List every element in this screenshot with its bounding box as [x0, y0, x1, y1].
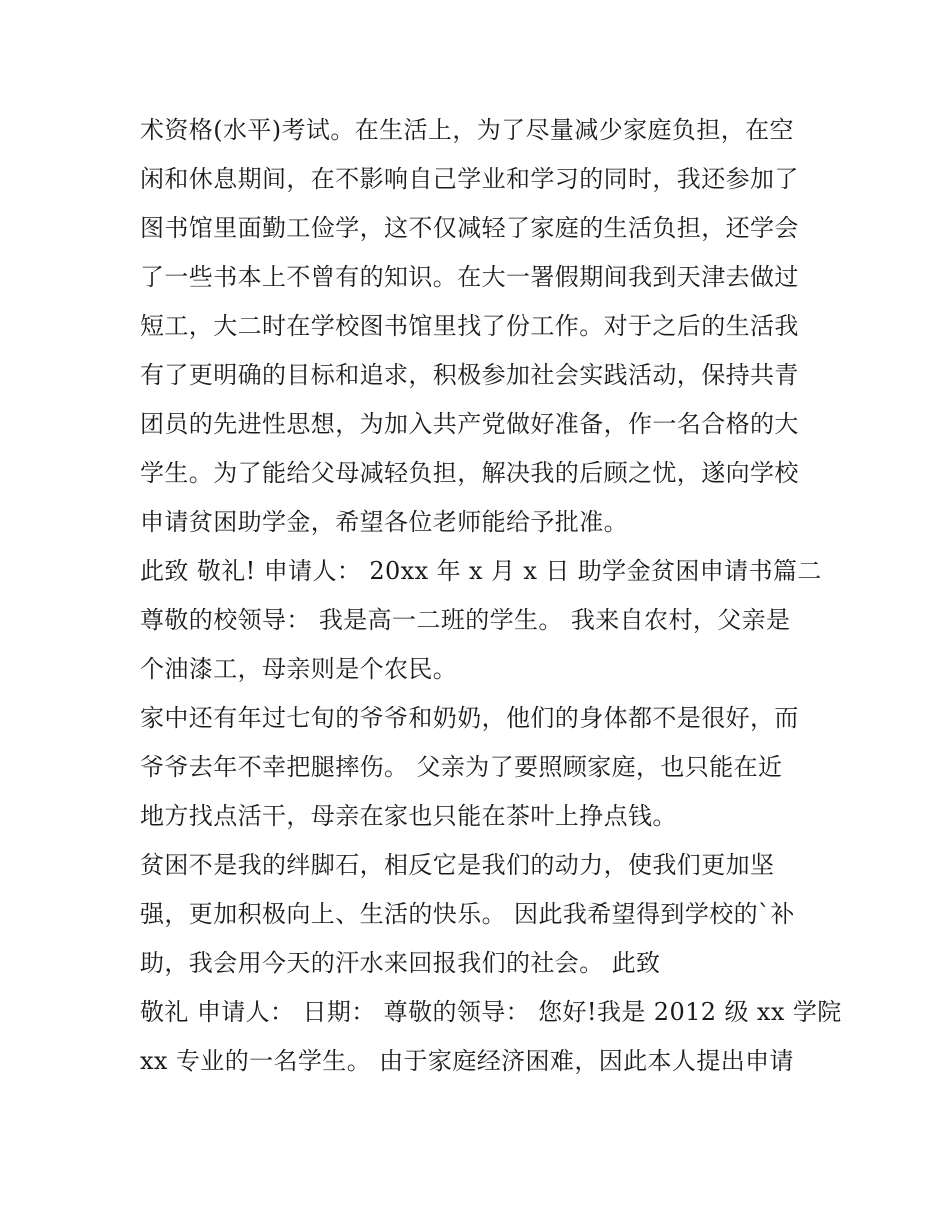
- text-line: 学生。为了能给父母减轻负担，解决我的后顾之忧，遂向学校: [140, 459, 799, 487]
- text-line: 申请贫困助学金，希望各位老师能给予批准。: [140, 508, 628, 536]
- text-line: 助，我会用今天的汗水来回报我们的社会。 此致: [140, 949, 661, 977]
- text-line: 强，更加积极向上、生活的快乐。 因此我希望得到学校的`补: [140, 900, 795, 928]
- text-line: 团员的先进性思想，为加入共产党做好准备，作一名合格的大: [140, 410, 799, 438]
- text-line: 爷爷去年不幸把腿摔伤。 父亲为了要照顾家庭，也只能在近: [140, 753, 783, 781]
- text-line: 术资格(水平)考试。在生活上，为了尽量减少家庭负担，在空: [140, 116, 794, 144]
- document-body: [140, 106, 842, 1086]
- text-line: 敬礼 申请人： 日期： 尊敬的领导： 您好!我是 2012 级 xx 学院: [140, 998, 842, 1026]
- text-line: 闲和休息期间，在不影响自己学业和学习的同时，我还参加了: [140, 165, 799, 193]
- text-line: 此致 敬礼! 申请人： 20xx 年 x 月 x 日 助学金贫困申请书篇二: [140, 557, 822, 585]
- text-line: 家中还有年过七旬的爷爷和奶奶，他们的身体都不是很好，而: [140, 704, 799, 732]
- text-line: 尊敬的校领导： 我是高一二班的学生。 我来自农村，父亲是: [140, 606, 791, 634]
- text-line: 图书馆里面勤工俭学，这不仅减轻了家庭的生活负担，还学会: [140, 214, 799, 242]
- text-line: 贫困不是我的绊脚石，相反它是我们的动力，使我们更加坚: [140, 851, 775, 879]
- text-line: 个油漆工，母亲则是个农民。: [140, 655, 458, 683]
- text-line: xx 专业的一名学生。 由于家庭经济困难，因此本人提出申请: [140, 1047, 794, 1075]
- text-line: 短工，大二时在学校图书馆里找了份工作。对于之后的生活我: [140, 312, 799, 340]
- text-line: 了一些书本上不曾有的知识。在大一署假期间我到天津去做过: [140, 263, 799, 291]
- text-line: 有了更明确的目标和追求，积极参加社会实践活动，保持共青: [140, 361, 799, 389]
- text-line: 地方找点活干，母亲在家也只能在茶叶上挣点钱。: [140, 802, 677, 830]
